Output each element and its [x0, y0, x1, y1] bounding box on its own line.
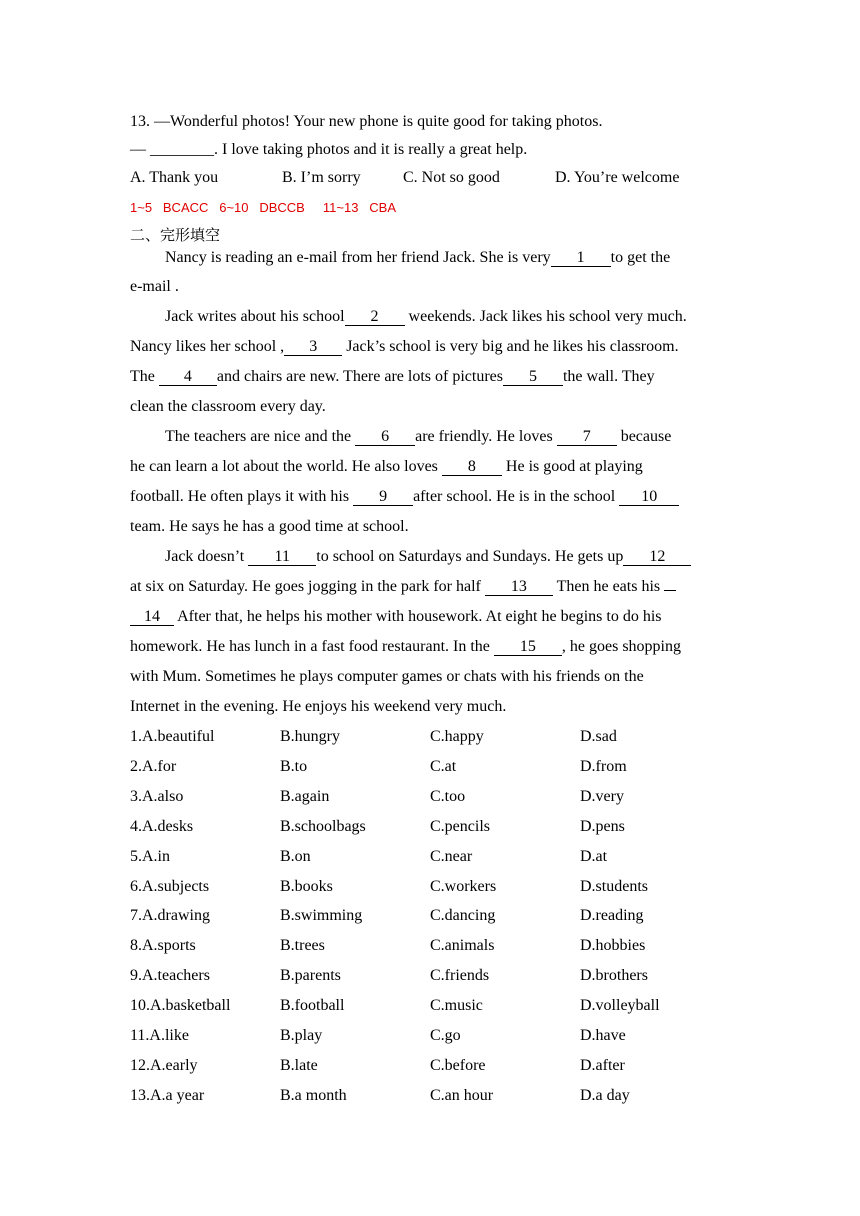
blank-13: 13	[485, 578, 553, 596]
blank-9: 9	[353, 488, 413, 506]
option-d: D.brothers	[580, 967, 648, 985]
blank-12: 12	[623, 548, 691, 566]
option-a: 4.A.desks	[130, 817, 194, 835]
option-row	[130, 1056, 734, 1076]
option-b: B.books	[280, 877, 333, 895]
option-b: B.a month	[280, 1086, 347, 1104]
blank-7: 7	[557, 428, 617, 446]
option-c: C.animals	[430, 937, 495, 955]
answer-key: 1~5 BCACC 6~10 DBCCB 11~13 CBA	[130, 200, 397, 215]
q13-option-b: B. I’m sorry	[282, 169, 361, 186]
passage-line: e-mail .	[130, 278, 179, 295]
option-row	[130, 877, 734, 897]
blank-6: 6	[355, 428, 415, 446]
option-b: B.on	[280, 847, 311, 865]
option-d: D.at	[580, 847, 608, 865]
option-row	[130, 817, 734, 837]
blank-11: 11	[248, 548, 316, 566]
option-row	[130, 966, 734, 986]
passage-line: The teachers are nice and the 6 are friendly. He loves 7 because	[165, 428, 672, 445]
option-c: C.before	[430, 1056, 486, 1074]
option-c: C.music	[430, 997, 483, 1015]
option-b: B.play	[280, 1027, 323, 1044]
option-b: B.hungry	[280, 728, 340, 745]
option-d: D.from	[580, 757, 627, 775]
option-d: D.reading	[580, 907, 644, 925]
option-a: 1.A.beautiful	[130, 728, 215, 745]
blank-14: 14	[130, 608, 174, 626]
option-a: 3.A.also	[130, 787, 184, 805]
option-b: B.again	[280, 787, 330, 805]
question-13-options	[130, 168, 734, 188]
passage-line: clean the classroom every day.	[130, 398, 326, 415]
option-a: 11.A.like	[130, 1027, 189, 1044]
passage-line: 14 After that, he helps his mother with housework. At eight he begins to do his	[130, 607, 662, 627]
option-c: C.happy	[430, 728, 484, 745]
option-c: C.an hour	[430, 1086, 494, 1104]
option-c: C.friends	[430, 967, 490, 985]
option-d: D.after	[580, 1056, 625, 1074]
option-a: 10.A.basketball	[130, 997, 231, 1015]
option-c: C.go	[430, 1027, 461, 1044]
option-b: B.swimming	[280, 907, 363, 925]
passage-line: at six on Saturday. He goes jogging in the park for half 13 Then he eats his	[130, 577, 676, 597]
option-row	[130, 787, 734, 807]
option-c: C.workers	[430, 877, 497, 895]
option-row	[130, 757, 734, 777]
blank-2: 2	[345, 308, 405, 326]
passage-line: homework. He has lunch in a fast food restaurant. In the 15 , he goes shopping	[130, 638, 681, 655]
option-b: B.parents	[280, 967, 341, 985]
option-d: D.have	[580, 1027, 626, 1044]
option-row	[130, 1086, 734, 1106]
option-d: D.sad	[580, 728, 617, 745]
option-row	[130, 727, 734, 747]
option-row	[130, 996, 734, 1016]
option-c: C.too	[430, 787, 466, 805]
option-c: C.dancing	[430, 907, 496, 925]
blank-3: 3	[284, 338, 342, 356]
option-d: D.a day	[580, 1086, 630, 1104]
passage-line: football. He often plays it with his 9 after school. He is in the school 10	[130, 487, 679, 507]
passage-line: Jack writes about his school 2 weekends. Jack likes his school very much.	[165, 308, 687, 325]
option-d: D.very	[580, 787, 624, 805]
blank-5: 5	[503, 368, 563, 386]
reply-dash: —	[130, 141, 150, 158]
passage-line: he can learn a lot about the world. He also loves 8 He is good at playing	[130, 458, 643, 475]
option-b: B.to	[280, 757, 308, 775]
blank-10: 10	[619, 488, 679, 506]
option-b: B.schoolbags	[280, 817, 366, 835]
option-d: D.pens	[580, 817, 625, 835]
option-d: D.volleyball	[580, 997, 660, 1015]
option-c: C.pencils	[430, 817, 490, 835]
option-b: B.trees	[280, 937, 325, 955]
question-13-reply	[130, 140, 527, 160]
option-a: 12.A.early	[130, 1056, 198, 1074]
option-row	[130, 936, 734, 956]
section-heading: 二、完形填空	[130, 226, 221, 244]
option-a: 8.A.sports	[130, 937, 196, 955]
blank-8: 8	[442, 458, 502, 476]
question-13-stem: 13. —Wonderful photos! Your new phone is quite good for taking photos.	[130, 113, 603, 130]
option-a: 7.A.drawing	[130, 907, 210, 925]
passage-line: with Mum. Sometimes he plays computer games or chats with his friends on the	[130, 668, 644, 685]
q13-option-c: C. Not so good	[403, 169, 500, 186]
option-d: D.hobbies	[580, 937, 646, 955]
option-row	[130, 906, 734, 926]
option-a: 6.A.subjects	[130, 877, 210, 895]
option-c: C.at	[430, 757, 457, 775]
passage-line: Nancy is reading an e-mail from her friend Jack. She is very 1 to get the	[165, 249, 671, 266]
passage-line: The 4 and chairs are new. There are lots of pictures 5 the wall. They	[130, 368, 655, 385]
passage-line: Internet in the evening. He enjoys his weekend very much.	[130, 698, 507, 715]
blank-1: 1	[551, 249, 611, 267]
q13-option-d: D. You’re welcome	[555, 169, 680, 186]
blank-15: 15	[494, 638, 562, 656]
reply-text: . I love taking photos and it is really a great help.	[214, 141, 528, 158]
option-a: 13.A.a year	[130, 1086, 205, 1104]
option-a: 2.A.for	[130, 757, 177, 775]
option-a: 9.A.teachers	[130, 967, 210, 985]
option-row	[130, 847, 734, 867]
passage-line: Jack doesn’t 11 to school on Saturdays and Sundays. He gets up 12	[165, 547, 691, 567]
blank-4: 4	[159, 368, 217, 386]
q13-option-a: A. Thank you	[130, 169, 219, 186]
option-b: B.late	[280, 1056, 318, 1074]
option-d: D.students	[580, 877, 648, 895]
passage-line: team. He says he has a good time at school.	[130, 518, 409, 535]
option-row	[130, 1026, 734, 1046]
option-c: C.near	[430, 847, 473, 865]
passage-line: Nancy likes her school , 3 Jack’s school is very big and he likes his classroom.	[130, 338, 679, 355]
option-b: B.football	[280, 997, 345, 1015]
option-a: 5.A.in	[130, 847, 170, 865]
reply-blank: ________	[150, 141, 214, 158]
